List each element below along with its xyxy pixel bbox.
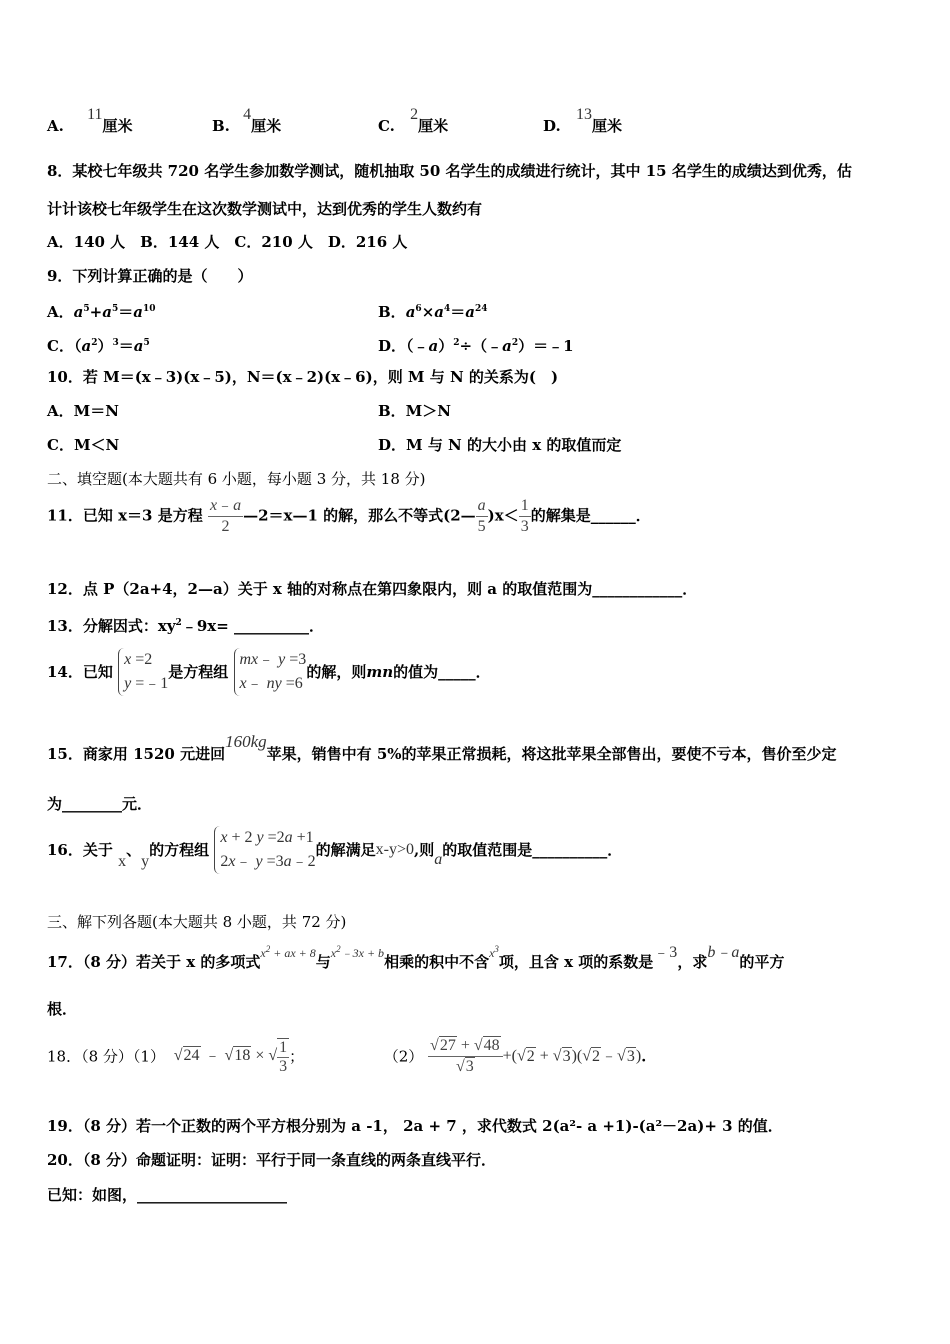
q14-solution-system: x =2 y =﹣1 [118, 648, 168, 696]
q13: 13．分解因式：$xy^2﹣9x=$ __________． [47, 617, 325, 635]
section-2-heading: 二、填空题(本大题共有 6 小题，每小题 3 分，共 18 分) [47, 470, 426, 488]
q10-option-a: A．M＝N [47, 402, 119, 420]
q7-option-b: B. 4厘米 [212, 106, 282, 135]
q9-option-b: B．$a^6\times a^4=a^{24}$ [378, 303, 488, 321]
q7-a-value: 11 [87, 106, 103, 123]
q18: 18．（8 分）（1） √24 ﹣ √18 × √ $\frac{1}{3}$ ； （2） $\frac{√27 + √48}{√3}$ +(√2 + √3)(√2﹣√3). [47, 1037, 647, 1075]
q8-line1: 8．某校七年级共 720 名学生参加数学测试，随机抽取 50 名学生的成绩进行统计，其中 15 名学生的成绩达到优秀，估 [47, 162, 852, 180]
q20-given: 已知：如图，____________________ [47, 1186, 288, 1204]
q9-option-a: A．$a^5+a^5=a^{10}$ [47, 303, 156, 321]
q8-line2: 计计该校七年级学生在这次数学测试中，达到优秀的学生人数约有 [47, 200, 483, 218]
section-3-heading: 三、解下列各题(本大题共 8 小题，共 72 分) [47, 913, 347, 931]
q19: 19．（8 分）若一个正数的两个平方根分别为 a -1， 2a + 7 ，求代数式 2(a²- a +1)-(a²－2a)+ 3 的值． [47, 1117, 783, 1135]
q12: 12．点 P（2a+4，2—a）关于 x 轴的对称点在第四象限内，则 a 的取值范围为____________． [47, 580, 698, 598]
q15-line1: 15．商家用 1520 元进回160kg苹果，销售中有 5%的苹果正常损耗，将这批苹果全部售出，要使不亏本，售价至少定 [47, 732, 837, 763]
q15-mass: 160kg [225, 732, 267, 751]
q10-option-c: C．M＜N [47, 436, 120, 454]
q20: 20．（8 分）命题证明：证明：平行于同一条直线的两条直线平行． [47, 1151, 497, 1169]
q17-line1: 17．（8 分）若关于 x 的多项式$^{x^2 + ax + 8}$与$^{x^2﹣3x + b}$相乘的积中不含$^{x^3}$项，且含 x 项的系数是﹣3，求b﹣a的平方 [47, 944, 785, 971]
q7-option-c: C. 2厘米 [378, 106, 449, 135]
q9-option-c: C．$(a^2)^3=a^5$ [47, 337, 150, 355]
q11-fraction-3: $\frac{1}{3}$ [520, 497, 529, 535]
q9-option-d: D．$(﹣a)^2\div(﹣a^2)=﹣1$ [378, 337, 574, 355]
q9-stem: 9．下列计算正确的是（ ） [47, 267, 253, 285]
q17-term: x3 [489, 944, 499, 960]
q7-option-a: A. 11厘米 [47, 106, 133, 135]
q14: 14．已知 x =2 y =﹣1 是方程组 mx﹣ y =3 x﹣ ny =6 的解，则mn的值为_____． [47, 648, 491, 696]
q17-poly1: x2 + ax + 8 [260, 944, 316, 960]
q7-option-d: D. 13厘米 [543, 106, 622, 135]
q7-b-value: 4 [243, 106, 252, 123]
q18-expression-2-product: +(√2 + √3)(√2﹣√3) [502, 1047, 642, 1065]
q18-expression-2-fraction: $\frac{√27 + √48}{√3}$ [428, 1036, 503, 1077]
q10-option-b: B．M＞N [378, 402, 451, 420]
q8-options: A．140 人 B．144 人 C．210 人 D．216 人 [47, 233, 408, 251]
q14-equation-system: mx﹣ y =3 x﹣ ny =6 [234, 648, 307, 696]
q15-line2: 为________元． [47, 795, 153, 813]
q11: 11．已知 x＝3 是方程 $\frac{x﹣a}{2}$ —2＝x—1 的解，那么不等式(2— $\frac{a}{5}$ )x＜ $\frac{1}{3}$ 的解集是______． [47, 497, 651, 535]
q10-option-d: D．M 与 N 的大小由 x 的取值而定 [378, 436, 622, 454]
q11-fraction-2: $\frac{a}{5}$ [477, 497, 486, 535]
q17-poly2: x2﹣3x + b [330, 944, 385, 960]
q7-d-value: 13 [575, 106, 592, 123]
q17-line2: 根． [47, 1000, 78, 1018]
q11-fraction-1: $\frac{x﹣a}{2}$ [209, 497, 242, 535]
q7-c-value: 2 [410, 106, 419, 123]
q18-expression-1: √24 ﹣ √18 × √ $\frac{1}{3}$ [173, 1038, 288, 1075]
q10-stem: 10．若 M＝(x﹣3)(x﹣5)，N＝(x﹣2)(x﹣6)，则 M 与 N 的关系为( ) [47, 368, 559, 386]
q16-equation-system: x + 2 y =2a +1 2x﹣ y =3a﹣2 [214, 826, 315, 874]
q16: 16．关于 x、y的方程组 x + 2 y =2a +1 2x﹣ y =3a﹣2 的解满足x-y>0,则a的取值范围是__________． [47, 826, 622, 874]
